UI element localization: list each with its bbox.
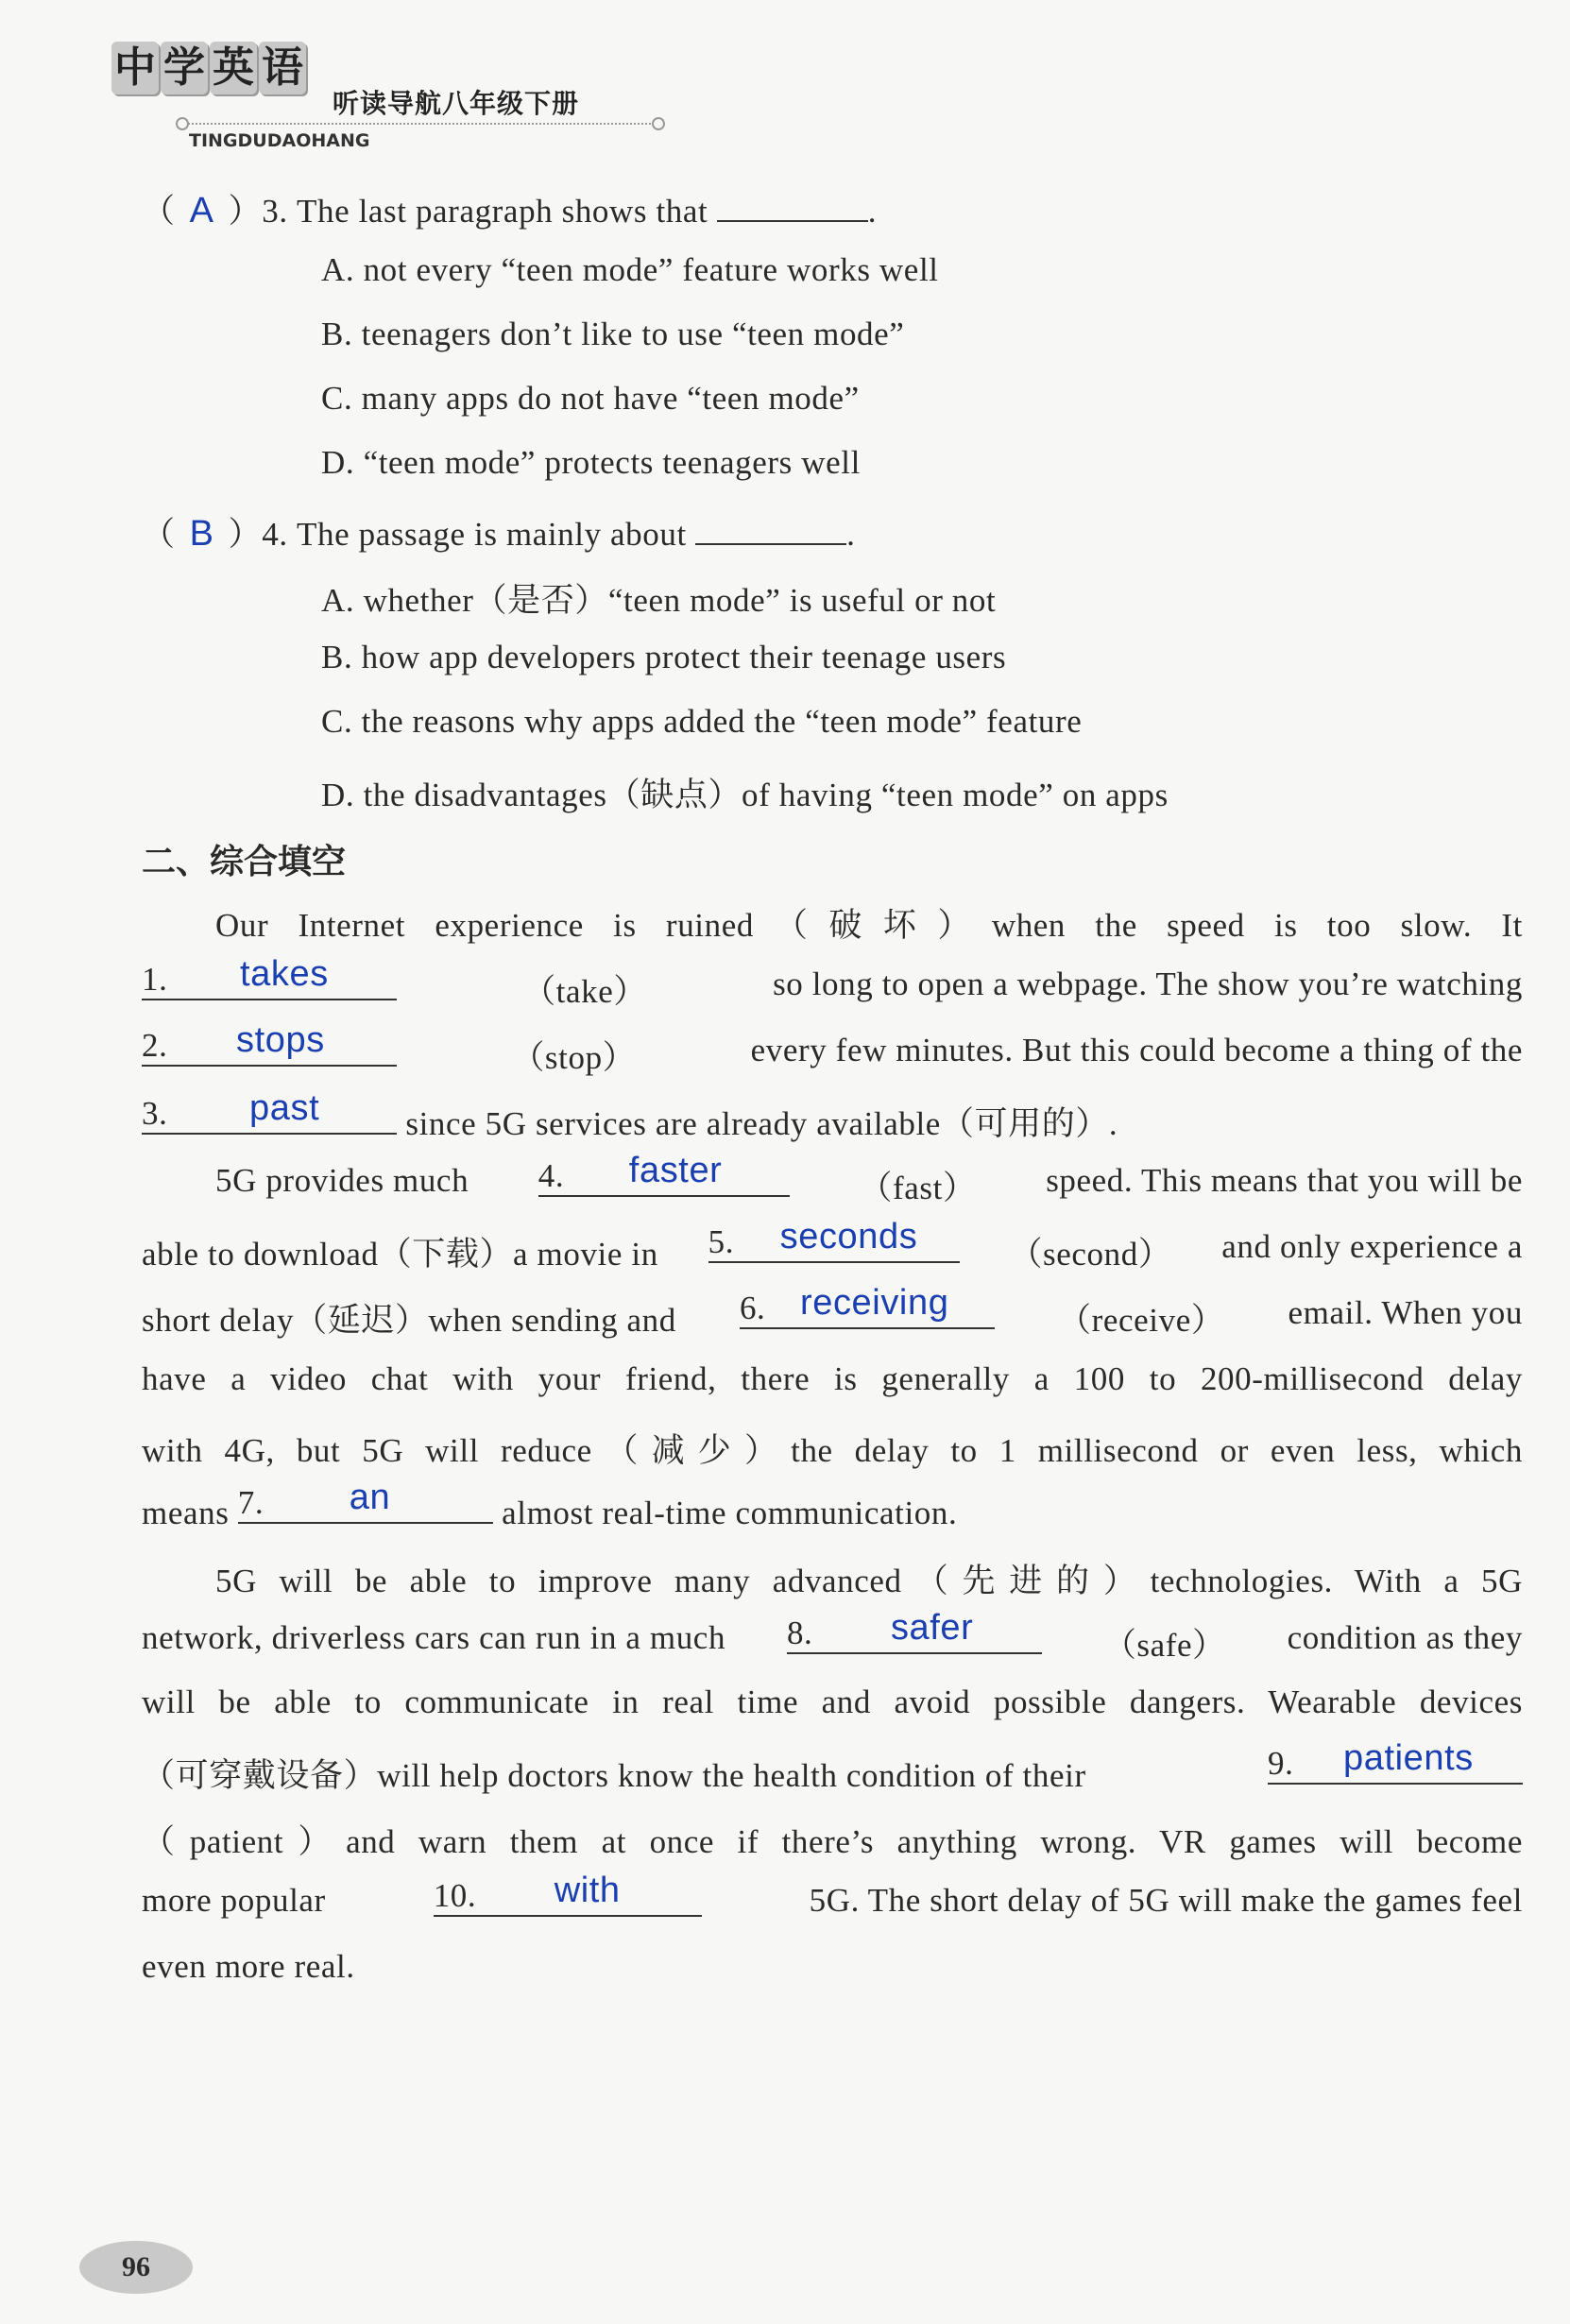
option-b: B. how app developers protect their teenage users <box>321 639 1007 675</box>
question-number: 4. <box>262 516 288 553</box>
fill-blank-4: 4. faster <box>538 1162 790 1197</box>
title-char: 中 <box>111 42 159 94</box>
fill-blank-1: 1. takes <box>142 965 397 1000</box>
title-char: 英 <box>210 42 257 94</box>
passage-line: able to download（下载）a movie in 5. seconds （second） and only experience a <box>142 1228 1523 1275</box>
blank-answer: past <box>249 1088 320 1128</box>
blank-answer: patients <box>1343 1738 1474 1778</box>
question-4: （ B ）4. The passage is mainly about . <box>142 508 856 555</box>
answer-blank <box>717 187 868 222</box>
blank-answer: seconds <box>779 1217 918 1256</box>
answer-mark: A <box>189 191 214 231</box>
option-a: A. whether（是否）“teen mode” is useful or not <box>321 582 997 619</box>
passage-line: will be able to communicate in real time and avoid possible dangers. Wearable devices <box>142 1683 1523 1720</box>
blank-answer: faster <box>628 1151 723 1190</box>
fill-blank-5: 5. seconds <box>708 1228 960 1263</box>
page-number: 96 <box>79 2241 193 2294</box>
blank-answer: stops <box>236 1020 325 1060</box>
divider-dot <box>652 117 665 130</box>
passage-line: （patient）and warn them at once if there’s anything wrong. VR games will become <box>142 1823 1523 1860</box>
section-heading: 二、综合填空 <box>142 843 347 881</box>
passage-line: 5G will be able to improve many advanced（先进的）technologies. With a 5G <box>215 1563 1523 1599</box>
book-subtitle: 听读导航八年级下册 <box>333 88 580 119</box>
passage-line: 5G provides much 4. faster （fast） speed. This means that you will be <box>215 1162 1523 1209</box>
question-number: 3. <box>262 193 288 230</box>
blank-answer: safer <box>890 1608 974 1648</box>
fill-blank-10: 10. with <box>434 1882 702 1917</box>
blank-answer: takes <box>240 954 329 994</box>
passage-line: 3. past since 5G services are already available（可用的）. <box>142 1088 1118 1142</box>
book-pinyin: TINGDUDAOHANG <box>189 130 370 151</box>
hint: （stop） <box>511 1039 637 1076</box>
option-c: C. the reasons why apps added the “teen mode” feature <box>321 703 1083 740</box>
blank-answer: an <box>349 1478 391 1517</box>
question-stem: The last paragraph shows that <box>297 193 708 230</box>
passage-line: （可穿戴设备）will help doctors know the health condition of their 9. patients <box>142 1750 1523 1797</box>
option-a: A. not every “teen mode” feature works well <box>321 251 939 288</box>
option-c: C. many apps do not have “teen mode” <box>321 380 860 417</box>
passage-line: have a video chat with your friend, there is generally a 100 to 200-millisecond delay <box>142 1360 1523 1397</box>
passage-line: means 7. an almost real-time communication. <box>142 1478 958 1531</box>
blank-answer: receiving <box>799 1283 949 1323</box>
option-d: D. the disadvantages（缺点）of having “teen mode” on apps <box>321 777 1169 813</box>
fill-blank-7: 7. an <box>238 1489 493 1524</box>
passage-line: even more real. <box>142 1948 355 1985</box>
header-divider <box>185 123 657 125</box>
hint: （take） <box>522 973 647 1010</box>
hint: （fast） <box>859 1170 977 1206</box>
passage-line: short delay（延迟）when sending and 6. receiving （receive） email. When you <box>142 1294 1523 1341</box>
title-char: 学 <box>161 42 208 94</box>
hint: （safe） <box>1102 1627 1226 1664</box>
fill-blank-9: 9. patients <box>1268 1750 1523 1785</box>
fill-blank-3: 3. past <box>142 1100 397 1135</box>
divider-dot <box>176 117 189 130</box>
answer-mark: B <box>189 514 214 554</box>
question-stem: The passage is mainly about <box>297 516 687 553</box>
option-b: B. teenagers don’t like to use “teen mode” <box>321 316 905 352</box>
book-title <box>111 42 306 94</box>
passage-line: Our Internet experience is ruined（破坏）when the speed is too slow. It <box>215 907 1523 944</box>
hint: （receive） <box>1058 1302 1225 1339</box>
passage-line: more popular 10. with 5G. The short delay of 5G will make the games feel <box>142 1871 1523 1919</box>
hint: （second） <box>1009 1236 1172 1273</box>
fill-blank-2: 2. stops <box>142 1032 397 1067</box>
fill-blank-6: 6. receiving <box>740 1294 995 1329</box>
question-3: （ A ）3. The last paragraph shows that . <box>142 185 877 232</box>
fill-blank-8: 8. safer <box>787 1619 1042 1654</box>
option-d: D. “teen mode” protects teenagers well <box>321 444 861 481</box>
passage-line: 1. takes （take） so long to open a webpage. The show you’re watching <box>142 965 1523 1013</box>
blank-answer: with <box>554 1871 621 1910</box>
passage-line: 2. stops （stop） every few minutes. But this could become a thing of the <box>142 1032 1523 1079</box>
answer-blank <box>695 510 846 545</box>
passage-line: network, driverless cars can run in a much 8. safer （safe） condition as they <box>142 1619 1523 1666</box>
passage-line: with 4G, but 5G will reduce（减少）the delay to 1 millisecond or even less, which <box>142 1432 1523 1469</box>
title-char: 语 <box>259 42 306 94</box>
